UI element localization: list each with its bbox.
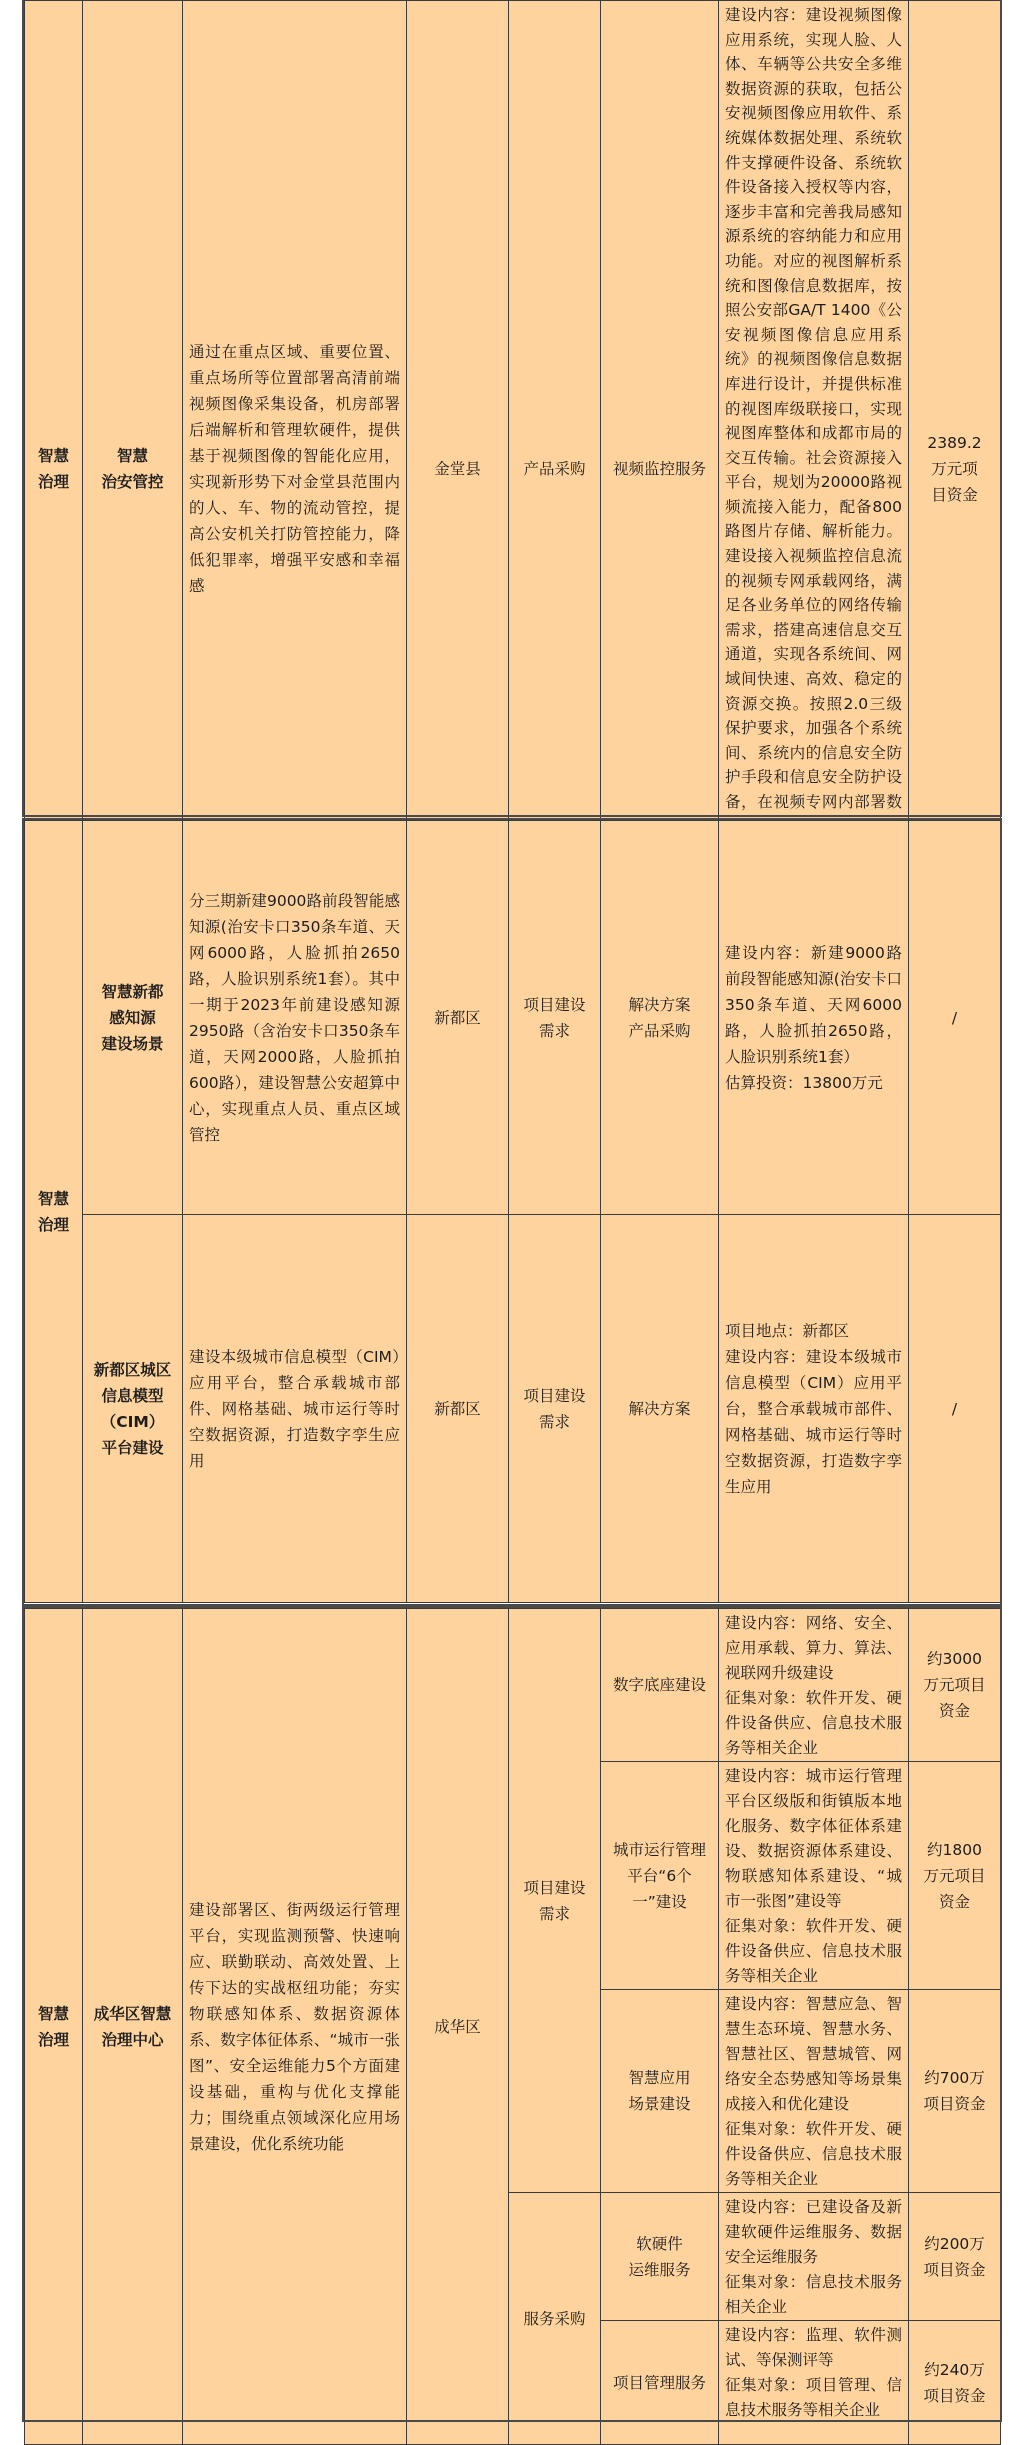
fund-cell: 约240万 项目资金 bbox=[909, 2321, 1001, 2445]
fund-cell: 约700万 项目资金 bbox=[909, 1990, 1001, 2193]
fund-cell: 约1800 万元项目 资金 bbox=[909, 1762, 1001, 1990]
detail-cell: 建设内容：建设视频图像应用系统，实现人脸、人体、车辆等公共安全多维数据资源的获取，包括公安视频图像应用软件、系统媒体数据处理、系统软件支撑硬件设备、系统软件设备接入授权等内容，逐步丰富和完善我局感知源系统的容纳能力和应用功能。对应的视图解析系统和图像信息数据库，按照公安部GA/T 1400《公安视频图像信息应用系统》的视频图像信息数据库进行设计，并提供标准的视图库级联接口，实现视图库整体和成都市局的交互传输。社会资源接入平台，规划为20000路视频流接入能力，配备800路图片存储、解析能力。建设接入视频监控信息流的视频专网承载网络，满足各业务单位的网络传输需求，搭建高速信息交互通道，实现各系统间、网域间快速、高效、稳定的资源交换。按照2.0三级保护要求，加强各个系统间、系统内的信息安全防护手段和信息安全防护设备，在视频专网内部署数 bbox=[719, 1, 909, 939]
fund-cell: 约200万 项目资金 bbox=[909, 2193, 1001, 2321]
service-cell: 解决方案 产品采购 bbox=[601, 821, 719, 1215]
service-cell: 项目管理服务 bbox=[601, 2321, 719, 2445]
project-name-cell: 智慧新都 感知源 建设场景 bbox=[83, 821, 183, 1215]
type-cell: 项目建设 需求 bbox=[509, 821, 601, 1215]
domain-cell: 智慧 治理 bbox=[25, 1609, 83, 2445]
detail-cell: 建设内容：城市运行管理平台区级版和街镇版本地化服务、数字体征体系建设、数据资源体系建设、物联感知体系建设、“城市一张图”建设等 征集对象：软件开发、硬件设备供应、信息技术服务等相关企业 bbox=[719, 1762, 909, 1990]
detail-cell: 建设内容：新建9000路前段智能感知源(治安卡口350条车道、天网6000路，人脸抓拍2650路，人脸识别系统1套） 估算投资：13800万元 bbox=[719, 821, 909, 1215]
type-cell: 服务采购 bbox=[509, 2193, 601, 2445]
region-cell: 成华区 bbox=[407, 1609, 509, 2445]
type-cell: 产品采购 bbox=[509, 1, 601, 939]
fund-cell: / bbox=[909, 1215, 1001, 1603]
domain-cell: 智慧 治理 bbox=[25, 821, 83, 1603]
detail-cell: 建设内容：监理、软件测试、等保测评等 征集对象：项目管理、信息技术服务等相关企业 bbox=[719, 2321, 909, 2445]
detail-cell: 建设内容：网络、安全、应用承载、算力、算法、视联网升级建设 征集对象：软件开发、硬件设备供应、信息技术服务等相关企业 bbox=[719, 1609, 909, 1762]
fund-cell: 2389.2 万元项 目资金 bbox=[909, 1, 1001, 939]
service-cell: 软硬件 运维服务 bbox=[601, 2193, 719, 2321]
summary-cell: 建设部署区、街两级运行管理平台，实现监测预警、快速响应、联勤联动、高效处置、上传下达的实战枢纽功能；夯实物联感知体系、数据资源体系、数字体征体系、“城市一张图”、安全运维能力5个方面建设基础，重构与优化支撑能力；围绕重点领域深化应用场景建设，优化系统功能 bbox=[183, 1609, 407, 2445]
detail-cell: 建设内容：已建设备及新建软硬件运维服务、数据安全运维服务 征集对象：信息技术服务相关企业 bbox=[719, 2193, 909, 2321]
service-cell: 视频监控服务 bbox=[601, 1, 719, 939]
detail-cell: 建设内容：智慧应急、智慧生态环境、智慧水务、智慧社区、智慧城管、网络安全态势感知等场景集成接入和优化建设 征集对象：软件开发、硬件设备供应、信息技术服务等相关企业 bbox=[719, 1990, 909, 2193]
service-cell: 数字底座建设 bbox=[601, 1609, 719, 1762]
type-cell: 项目建设 需求 bbox=[509, 1215, 601, 1603]
project-name-cell: 新都区城区 信息模型 （CIM） 平台建设 bbox=[83, 1215, 183, 1603]
fund-cell: / bbox=[909, 821, 1001, 1215]
table-row bbox=[25, 1609, 1001, 1762]
table-block-2 bbox=[24, 820, 1001, 1603]
service-cell: 解决方案 bbox=[601, 1215, 719, 1603]
detail-cell: 项目地点：新都区 建设内容：建设本级城市信息模型（CIM）应用平台，整合承载城市部件、网格基础、城市运行等时空数据资源，打造数字孪生应用 bbox=[719, 1215, 909, 1603]
type-cell: 项目建设 需求 bbox=[509, 1609, 601, 2193]
service-cell: 智慧应用 场景建设 bbox=[601, 1990, 719, 2193]
region-cell: 金堂县 bbox=[407, 1, 509, 939]
summary-cell: 分三期新建9000路前段智能感知源(治安卡口350条车道、天网6000路，人脸抓拍2650路，人脸识别系统1套）。其中一期于2023年前建设感知源2950路（含治安卡口350条车道，天网2000路，人脸抓拍600路），建设智慧公安超算中心，实现重点人员、重点区域管控 bbox=[183, 821, 407, 1215]
summary-cell: 通过在重点区域、重要位置、重点场所等位置部署高清前端视频图像采集设备，机房部署后端解析和管理软硬件，提供基于视频图像的智能化应用，实现新形势下对金堂县范围内的人、车、物的流动管控，提高公安机关打防管控能力，降低犯罪率，增强平安感和幸福感 bbox=[183, 1, 407, 939]
project-name-cell: 智慧 治安管控 bbox=[83, 1, 183, 939]
region-cell: 新都区 bbox=[407, 821, 509, 1215]
table-row bbox=[25, 821, 1001, 1215]
table-row bbox=[25, 1, 1001, 939]
fund-cell: 约3000 万元项目 资金 bbox=[909, 1609, 1001, 1762]
service-cell: 城市运行管理 平台“6个 一”建设 bbox=[601, 1762, 719, 1990]
project-name-cell: 成华区智慧 治理中心 bbox=[83, 1609, 183, 2445]
table-row bbox=[25, 1215, 1001, 1603]
summary-cell: 建设本级城市信息模型（CIM）应用平台，整合承载城市部件、网格基础、城市运行等时空数据资源，打造数字孪生应用 bbox=[183, 1215, 407, 1603]
region-cell: 新都区 bbox=[407, 1215, 509, 1603]
table-block-3 bbox=[24, 1608, 1001, 2445]
table-block-1 bbox=[24, 0, 1001, 939]
domain-cell: 智慧 治理 bbox=[25, 1, 83, 939]
